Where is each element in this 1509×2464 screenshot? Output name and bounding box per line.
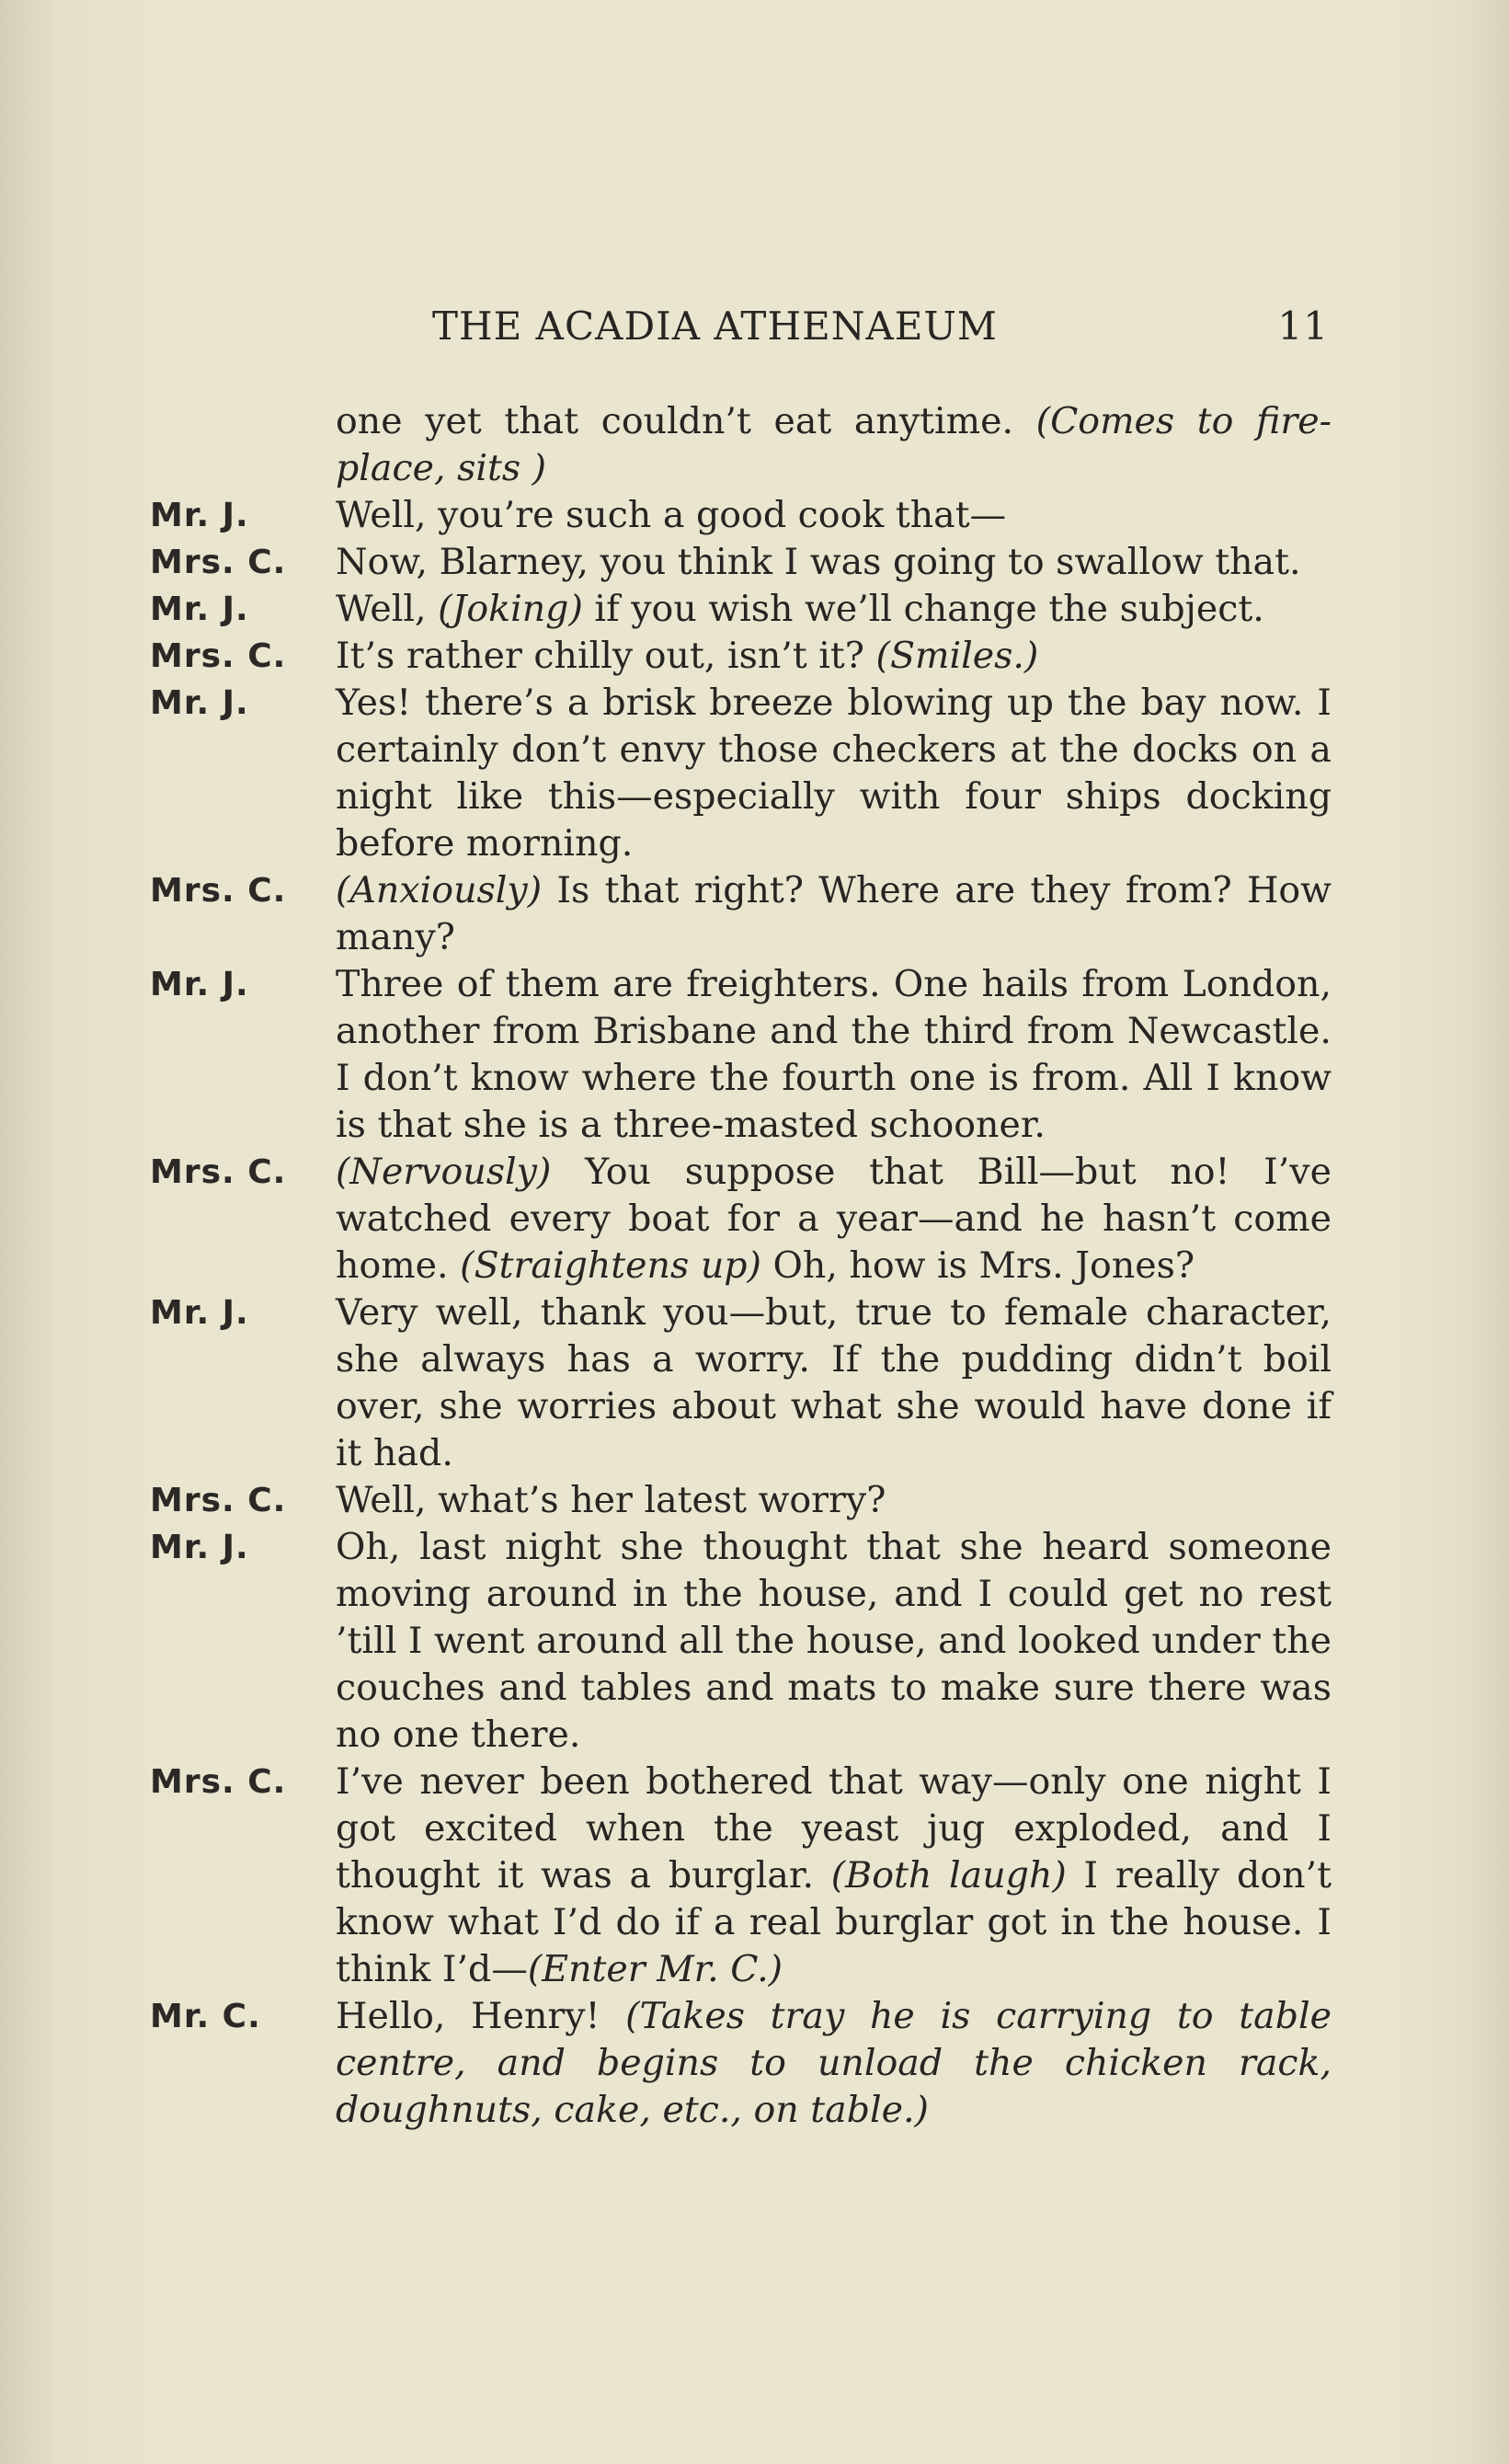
dialogue-entry <box>150 1149 1332 1289</box>
spoken-text: Oh, how is Mrs. Jones? <box>760 1244 1195 1287</box>
speaker-label: Mr. J. <box>150 497 249 534</box>
speech-text <box>336 398 1332 492</box>
speech-text <box>336 1993 1332 2134</box>
dialogue-entry <box>150 539 1332 586</box>
speaker-label: Mrs. C. <box>150 1153 287 1191</box>
speech-text <box>336 1289 1332 1477</box>
spoken-text: Hello, Henry! <box>336 1995 626 2037</box>
speech-text <box>336 539 1332 586</box>
speaker-label: Mr. J. <box>150 1294 249 1332</box>
speech-text <box>336 1524 1332 1759</box>
spoken-text: Three of them are freighters. One hails from London, another from Brisbane and the third from Newcastle. I don’t know where the fourth one is from. All I know is that she is a three-masted schooner. <box>336 963 1332 1146</box>
dialogue-entry <box>150 398 1332 492</box>
stage-direction: (Joking) <box>438 588 583 630</box>
speech-text <box>336 633 1332 680</box>
stage-direction: (Enter Mr. C.) <box>527 1948 783 1990</box>
speaker-label: Mrs. C. <box>150 544 287 581</box>
speech-text <box>336 1477 1332 1524</box>
dialogue-entry <box>150 492 1332 539</box>
speech-text <box>336 492 1332 539</box>
speech-text <box>336 961 1332 1149</box>
dialogue-entry <box>150 680 1332 867</box>
spoken-text: if you wish we’ll change the subject. <box>582 588 1264 630</box>
spoken-text: Well, <box>336 588 439 630</box>
spoken-text: Now, Blarney, you think I was going to swallow that. <box>336 541 1301 583</box>
speaker-label: Mr. J. <box>150 590 249 628</box>
dialogue-body <box>150 398 1332 2134</box>
dialogue-entry <box>150 1759 1332 1993</box>
stage-direction: (Takes tray he is carrying to table centre, and begins to unload the chicken rack, doughnuts, cake, etc., on table.) <box>336 1995 1332 2131</box>
speech-text <box>336 586 1332 633</box>
dialogue-entry <box>150 961 1332 1149</box>
dialogue-entry <box>150 633 1332 680</box>
speaker-label: Mr. J. <box>150 684 249 722</box>
dialogue-entry <box>150 586 1332 633</box>
spoken-text: Well, what’s her latest worry? <box>336 1479 886 1521</box>
stage-direction: (Nervously) <box>336 1151 552 1193</box>
speaker-label: Mr. C. <box>150 1998 261 2035</box>
stage-direction: (Straightens up) <box>460 1244 761 1287</box>
speech-text <box>336 1759 1332 1993</box>
spoken-text: Yes! there’s a brisk breeze blowing up the bay now. I certainly don’t envy those checkers at the docks on a night like this—especially with four ships docking before morning. <box>336 682 1332 865</box>
running-header <box>432 304 1329 350</box>
running-title: THE ACADIA ATHENAEUM <box>432 304 998 349</box>
dialogue-entry <box>150 1524 1332 1759</box>
stage-direction: (Anxiously) <box>336 869 543 911</box>
dialogue-entry <box>150 867 1332 961</box>
speaker-label: Mrs. C. <box>150 637 287 675</box>
dialogue-entry <box>150 1477 1332 1524</box>
spoken-text: I really don’t know what I’d do if a real burglar got in the house. I think I’d— <box>336 1854 1332 1990</box>
page-number: 11 <box>1277 304 1329 349</box>
speaker-label: Mr. J. <box>150 1529 249 1566</box>
spoken-text: Oh, last night she thought that she heard someone moving around in the house, and I could get no rest ’till I went around all the house, and looked under the couches and tables and mats to make sure there was no one there. <box>336 1526 1332 1756</box>
stage-direction: (Smiles.) <box>875 635 1039 677</box>
speaker-label: Mrs. C. <box>150 872 287 910</box>
speech-text <box>336 867 1332 961</box>
spoken-text: Well, you’re such a good cook that— <box>336 494 1007 536</box>
speaker-label: Mr. J. <box>150 966 249 1003</box>
dialogue-entry <box>150 1993 1332 2134</box>
speaker-label: Mrs. C. <box>150 1482 287 1519</box>
spoken-text: You suppose that Bill—but no! I’ve watched every boat for a year—and he hasn’t come home. <box>336 1151 1332 1287</box>
spoken-text: It’s rather chilly out, isn’t it? <box>336 635 876 677</box>
stage-direction: (Comes to fire-place, sits ) <box>336 400 1332 489</box>
spoken-text: I’ve never been bothered that way—only one night I got excited when the yeast jug exploded, and I thought it was a burglar. <box>336 1760 1332 1897</box>
spoken-text: Is that right? Where are they from? How many? <box>336 869 1332 958</box>
stage-direction: (Both laugh) <box>830 1854 1067 1897</box>
speaker-label: Mrs. C. <box>150 1763 287 1801</box>
speech-text <box>336 1149 1332 1289</box>
spoken-text: Very well, thank you—but, true to female character, she always has a worry. If the pudding didn’t boil over, she worries about what she would have done if it had. <box>336 1291 1332 1474</box>
speech-text <box>336 680 1332 867</box>
dialogue-entry <box>150 1289 1332 1477</box>
spoken-text: one yet that couldn’t eat anytime. <box>336 400 1036 442</box>
